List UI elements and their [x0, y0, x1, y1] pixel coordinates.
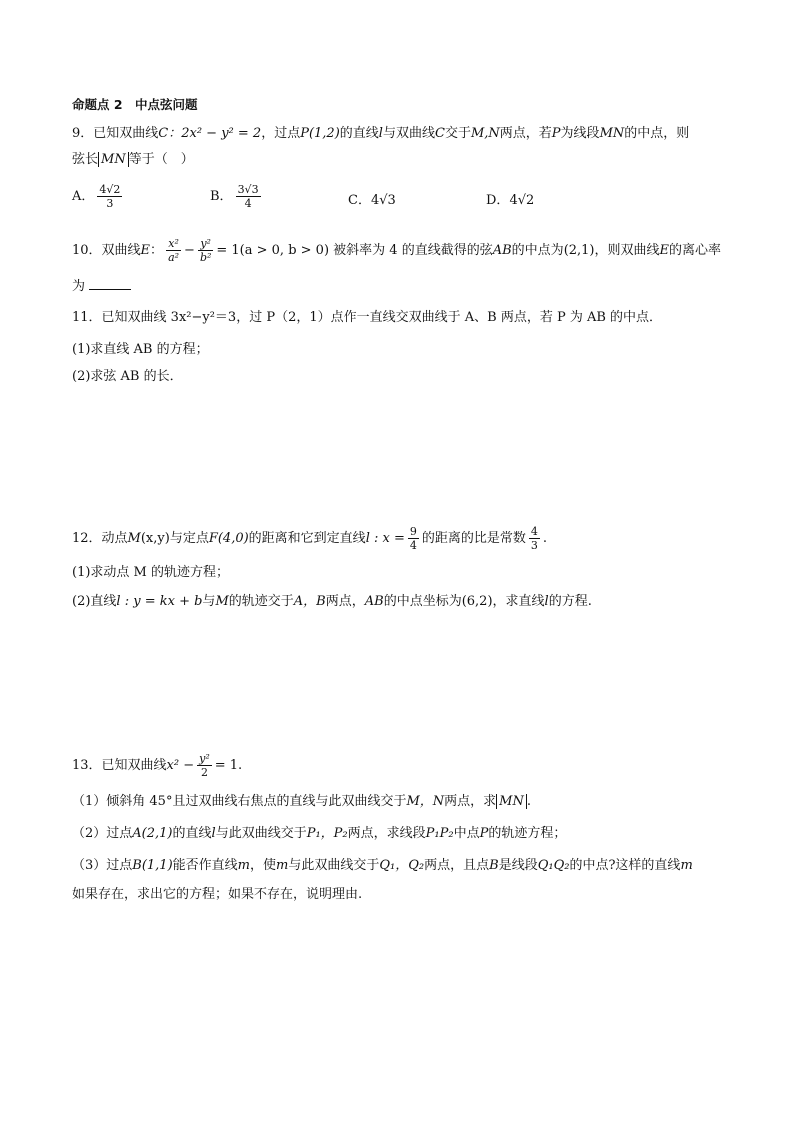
q13-frac	[197, 752, 212, 779]
q13-sub3-line2: 如果存在，求出它的方程；如果不存在，说明理由.	[72, 887, 363, 902]
q10-eq: = 1(a > 0, b > 0)	[216, 243, 330, 258]
q13-text: .	[526, 794, 531, 809]
fraction-denominator: 3	[106, 197, 114, 210]
q12-ab: A，B	[293, 594, 326, 609]
q13-q2: Q₂	[408, 858, 425, 873]
q9-option-a	[72, 183, 125, 210]
q9-text: 与双曲线	[382, 126, 435, 141]
q9-curve: C：2x² − y² = 2	[158, 126, 262, 141]
option-label: D．	[486, 193, 510, 208]
q13-eq: = 1.	[214, 758, 243, 773]
q13-text: 与此双曲线交于	[288, 858, 380, 873]
fraction-denominator: 4	[409, 539, 417, 552]
q13-q1: Q₁，	[379, 858, 409, 873]
fraction-denominator: 2	[200, 766, 208, 779]
q10-text: 为	[72, 279, 86, 294]
option-value: 4√2	[509, 193, 535, 208]
q9-line-l: l	[378, 126, 383, 141]
q12-text: 的距离的比是常数	[421, 531, 526, 546]
fraction-numerator: y²	[199, 752, 210, 765]
q9-option-c	[348, 191, 396, 211]
q13-m: m	[237, 858, 250, 873]
q13-text: 是线段	[498, 858, 538, 873]
fraction-denominator: a²	[168, 251, 180, 264]
q10-text: 被斜率为 4 的直线截得的弦	[333, 243, 493, 258]
q13-text: （2）过点	[72, 826, 133, 841]
q13-p: P	[479, 826, 489, 841]
option-label: C．	[348, 193, 371, 208]
q12-m: M	[127, 531, 141, 546]
q12-l: l	[544, 594, 549, 609]
fraction-numerator: x²	[166, 237, 181, 251]
q13-text: 中点	[453, 826, 480, 841]
q9-text: ，过点	[261, 126, 301, 141]
q13-text: （1）倾斜角 45°且过双曲线右焦点的直线与此双曲线交于	[72, 794, 407, 809]
q10-e2: E	[659, 243, 670, 258]
q9-text: 为线段	[560, 126, 600, 141]
q13-l: l	[211, 826, 216, 841]
fraction-denominator: b²	[199, 251, 212, 264]
q12-lead: 12．动点	[72, 531, 128, 546]
q10-text: 的中点为	[511, 243, 564, 258]
q9-seg: MN	[599, 126, 625, 141]
q10-minus: −	[184, 243, 195, 258]
fraction-denominator: 4	[244, 197, 252, 210]
option-label: B．	[210, 189, 233, 204]
q12-text: 与	[202, 594, 216, 609]
q13-text: 两点，求线段	[347, 826, 426, 841]
q12-point: (x,y)	[140, 531, 170, 546]
q12-text: 的中点坐标为	[383, 594, 462, 609]
q9-curve-c: C	[434, 126, 445, 141]
q13-seg: P₁P₂	[425, 826, 454, 841]
answer-blank	[89, 277, 131, 290]
q11-sub2: (2)求弦 AB 的长．	[72, 369, 183, 384]
q13-sub2	[72, 824, 566, 844]
q13-text: 两点，且点	[424, 858, 490, 873]
q13-lead: 13．已知双曲线	[72, 758, 167, 773]
q13-text: 两点，求	[444, 794, 497, 809]
q13-sub3	[72, 856, 693, 876]
q12-text: (2)直线	[72, 594, 117, 609]
option-fraction	[97, 183, 122, 210]
q10-text: ：	[150, 243, 164, 258]
q9-point: P(1,2)	[300, 126, 340, 141]
section-title: 命题点 2 中点弦问题	[72, 97, 198, 112]
q13-text: 与此双曲线交于	[215, 826, 307, 841]
q13-line1	[72, 752, 242, 779]
q12-text: 与定点	[169, 531, 209, 546]
q13-m2: m	[276, 858, 289, 873]
q13-abs-mn: MN	[496, 794, 527, 809]
q12-sub2	[72, 592, 592, 612]
fraction-numerator: 3√3	[237, 183, 259, 196]
q13-text: 能否作直线	[172, 858, 238, 873]
q12-frac	[408, 525, 419, 552]
fraction-denominator: 3	[530, 539, 538, 552]
q11-sub1: (1)求直线 AB 的方程；	[72, 342, 209, 357]
q9-text: 交于	[444, 126, 471, 141]
q10-frac-x	[166, 237, 181, 264]
q12-end: .	[542, 531, 548, 546]
q11-line1: 11．已知双曲线 3x²−y²＝3，过 P（2，1）点作一直线交双曲线于 A、B 两点，若 P 为 AB 的中点．	[72, 310, 663, 325]
q9-lead: 9．已知双曲线	[72, 126, 159, 141]
q9-text: 两点，若	[499, 126, 552, 141]
q9-abs-mn: MN	[98, 152, 129, 167]
q13-seg-q: Q₁Q₂	[537, 858, 570, 873]
q13-p2: P₂	[333, 826, 348, 841]
q9-option-d	[486, 191, 534, 211]
q12-const	[529, 525, 540, 552]
q10-line1	[72, 237, 721, 264]
q12-f: F(4,0)	[208, 531, 249, 546]
q13-p1: P₁，	[306, 826, 334, 841]
q9-text: 的中点，则	[624, 126, 690, 141]
q10-e: E	[140, 243, 151, 258]
q10-frac-y	[198, 237, 213, 264]
q9-text: 等于（ ）	[128, 152, 194, 167]
q13-text: ，使	[250, 858, 277, 873]
q13-mn: M，N	[406, 794, 445, 809]
q13-text: （3）过点	[72, 858, 133, 873]
option-value: 4√3	[370, 193, 396, 208]
q13-x2: x² −	[166, 758, 195, 773]
q12-line1	[72, 525, 547, 552]
q9-line2	[72, 150, 194, 170]
q13-text: 的直线	[172, 826, 212, 841]
q13-text: 的中点?这样的直线	[569, 858, 681, 873]
fraction-numerator: y²	[198, 237, 213, 251]
fraction-numerator: 4√2	[99, 183, 121, 196]
q12-text: 两点，	[325, 594, 365, 609]
fraction-numerator: 9	[409, 525, 417, 538]
q10-ab: AB	[492, 243, 512, 258]
q12-text: 的方程.	[548, 594, 592, 609]
q10-line2	[72, 277, 131, 297]
option-label: A．	[72, 189, 95, 204]
q13-point-b: B(1,1)	[132, 858, 173, 873]
q12-line-eq: l : x =	[365, 531, 405, 546]
fraction-numerator: 4	[530, 525, 538, 538]
q13-b: B	[489, 858, 499, 873]
q9-text: 弦长	[72, 152, 99, 167]
q12-text: 的轨迹交于	[228, 594, 294, 609]
q10-lead: 10．双曲线	[72, 243, 141, 258]
q12-text: 的距离和它到定直线	[248, 531, 366, 546]
q13-text: 的轨迹方程；	[488, 826, 567, 841]
q12-ab2: AB	[364, 594, 384, 609]
q12-eq: l : y = kx + b	[116, 594, 203, 609]
q9-p: P	[551, 126, 561, 141]
q12-midpoint: (6,2)	[461, 594, 493, 609]
q10-point: (2,1)	[563, 243, 595, 258]
q9-points-mn: M,N	[470, 126, 500, 141]
q13-m3: m	[680, 858, 693, 873]
q10-text: 的离心率	[669, 243, 722, 258]
q13-sub1	[72, 792, 531, 812]
option-fraction	[236, 183, 261, 210]
q12-sub1: (1)求动点 M 的轨迹方程；	[72, 565, 229, 580]
q12-m2: M	[215, 594, 229, 609]
q10-text: ，则双曲线	[594, 243, 660, 258]
q9-text: 的直线	[339, 126, 379, 141]
q13-point-a: A(2,1)	[132, 826, 173, 841]
q9-option-b	[210, 183, 264, 210]
q9-line1	[72, 124, 689, 144]
q12-text: ，求直线	[492, 594, 545, 609]
